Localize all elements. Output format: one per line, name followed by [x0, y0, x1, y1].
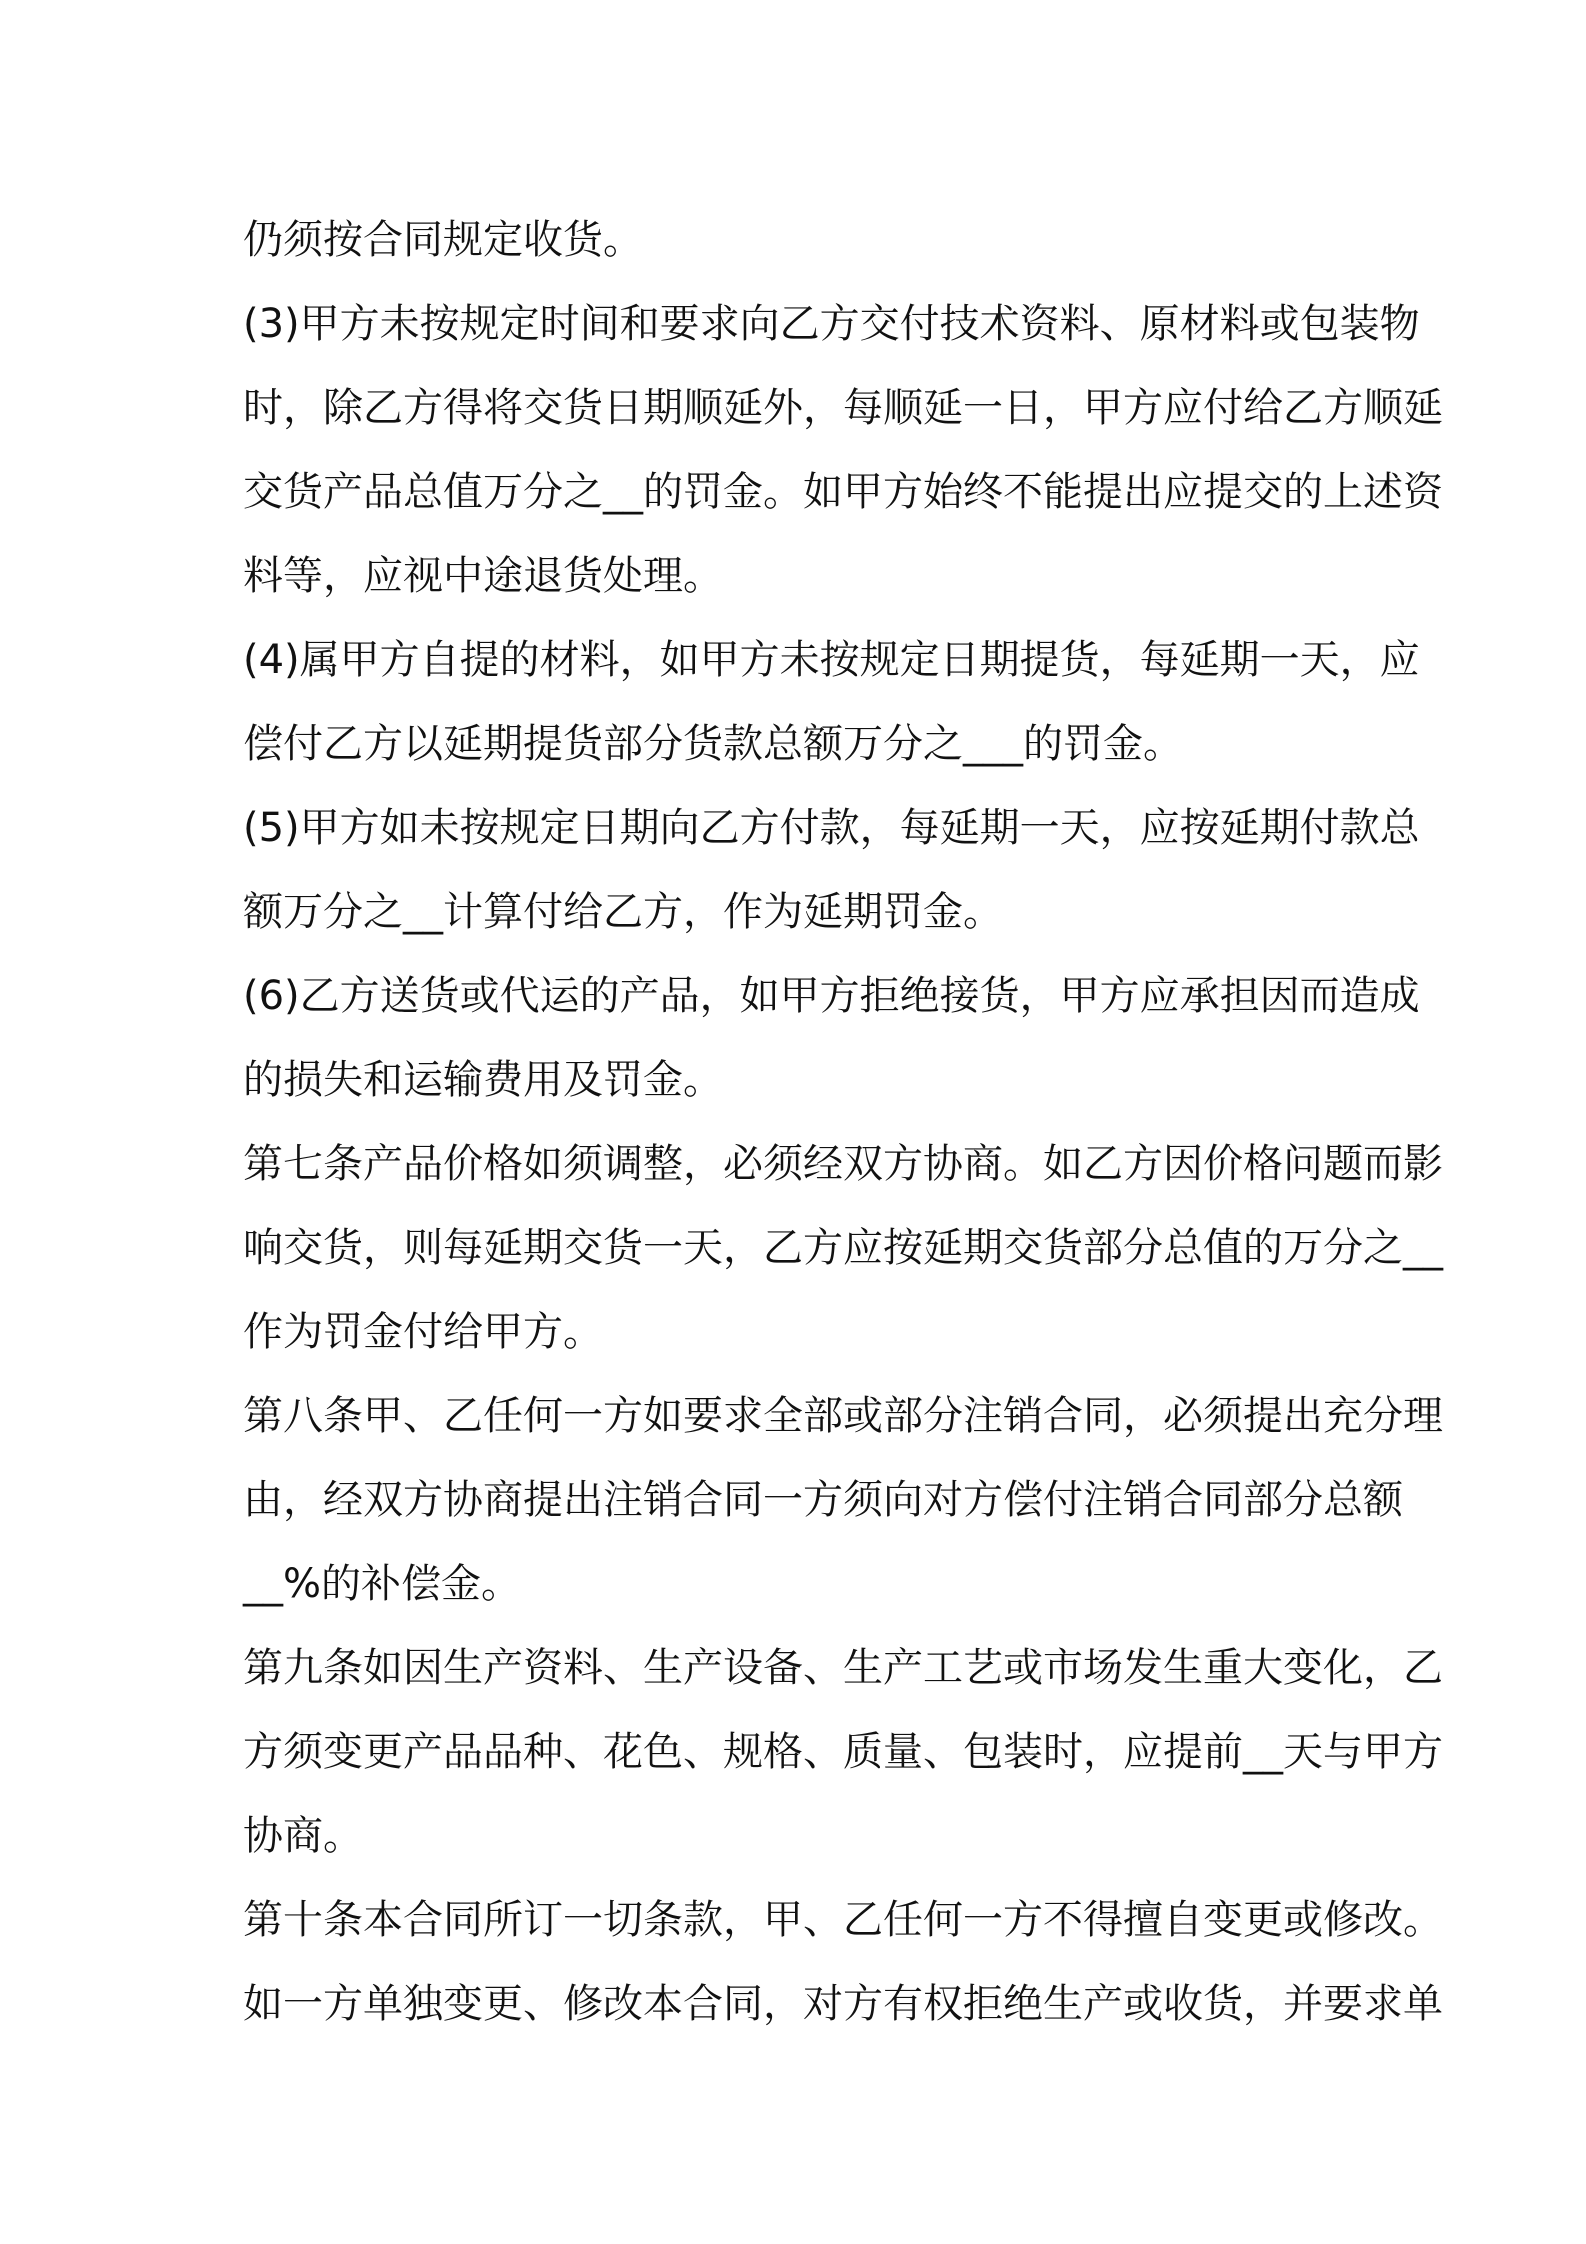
text-line: 协商。	[243, 1813, 363, 1859]
text-line: 方须变更产品品种、花色、规格、质量、包装时，应提前__天与甲方	[243, 1729, 1443, 1775]
text-line: 响交货，则每延期交货一天，乙方应按延期交货部分总值的万分之__	[243, 1225, 1443, 1271]
text-line: 由，经双方协商提出注销合同一方须向对方偿付注销合同部分总额	[243, 1477, 1403, 1523]
paragraph-2	[243, 282, 1443, 618]
text-line: 时，除乙方得将交货日期顺延外，每顺延一日，甲方应付给乙方顺延	[243, 385, 1443, 431]
paragraph-4	[243, 786, 1420, 954]
text-line: 料等，应视中途退货处理。	[243, 553, 723, 599]
text-line: 第七条产品价格如须调整，必须经双方协商。如乙方因价格问题而影	[243, 1141, 1443, 1187]
text-line: 作为罚金付给甲方。	[243, 1309, 603, 1355]
text-line: 如一方单独变更、修改本合同，对方有权拒绝生产或收货，并要求单	[243, 1981, 1443, 2027]
paragraph-9	[243, 1878, 1443, 2046]
contract-text	[243, 198, 1443, 2046]
paragraph-5	[243, 954, 1420, 1122]
text-line: 第十条本合同所订一切条款，甲、乙任何一方不得擅自变更或修改。	[243, 1897, 1443, 1943]
text-line: __%的补偿金。	[243, 1561, 522, 1607]
text-line: (5)甲方如未按规定日期向乙方付款，每延期一天，应按延期付款总	[243, 805, 1420, 851]
text-line: 仍须按合同规定收货。	[243, 217, 643, 263]
text-line: 交货产品总值万分之__的罚金。如甲方始终不能提出应提交的上述资	[243, 469, 1443, 515]
paragraph-7	[243, 1374, 1443, 1626]
text-line: (4)属甲方自提的材料，如甲方未按规定日期提货，每延期一天，应	[243, 637, 1420, 683]
text-line: (3)甲方未按规定时间和要求向乙方交付技术资料、原材料或包装物	[243, 301, 1420, 347]
paragraph-8	[243, 1626, 1443, 1878]
paragraph-6	[243, 1122, 1443, 1374]
text-line: (6)乙方送货或代运的产品，如甲方拒绝接货，甲方应承担因而造成	[243, 973, 1420, 1019]
text-line: 第九条如因生产资料、生产设备、生产工艺或市场发生重大变化，乙	[243, 1645, 1443, 1691]
text-line: 偿付乙方以延期提货部分货款总额万分之___的罚金。	[243, 721, 1183, 767]
text-line: 的损失和运输费用及罚金。	[243, 1057, 723, 1103]
paragraph-3	[243, 618, 1420, 786]
text-line: 额万分之__计算付给乙方，作为延期罚金。	[243, 889, 1003, 935]
paragraph-1	[243, 198, 1363, 282]
text-line: 第八条甲、乙任何一方如要求全部或部分注销合同，必须提出充分理	[243, 1393, 1443, 1439]
